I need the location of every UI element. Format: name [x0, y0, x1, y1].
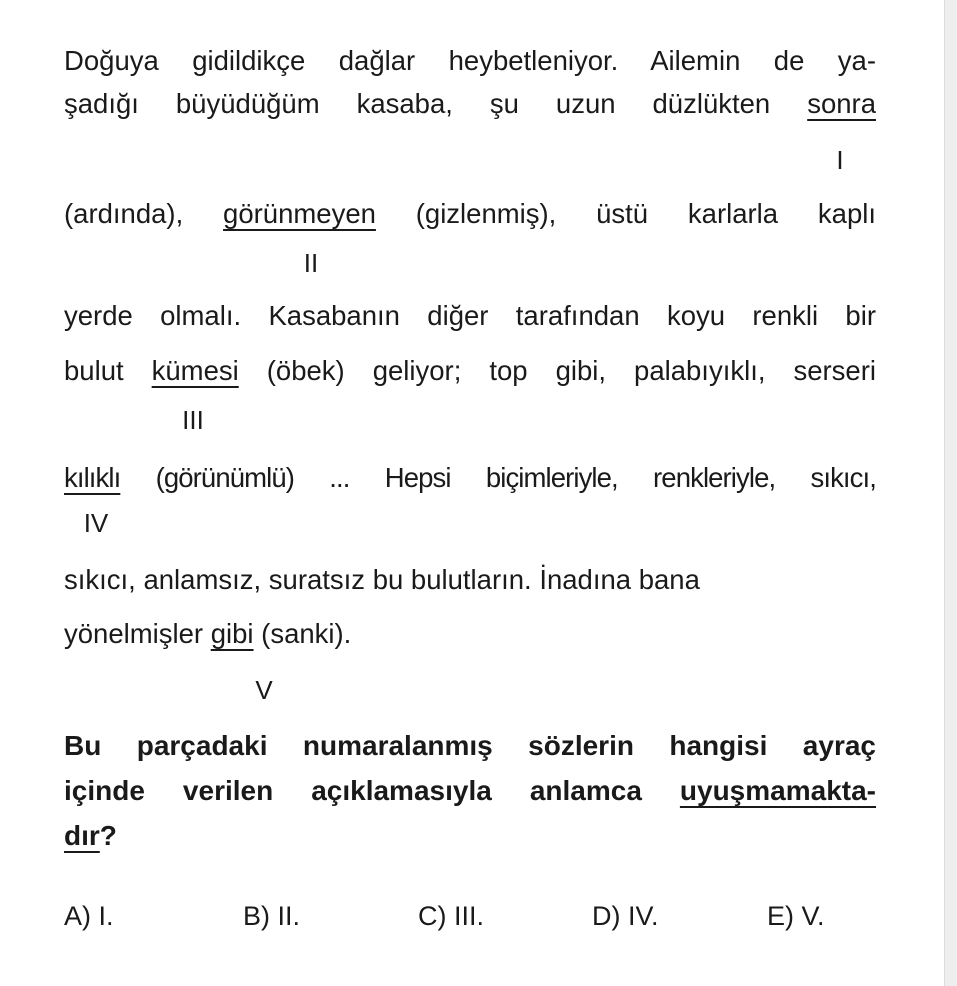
passage-line-3: [64, 198, 876, 230]
marker-1: I: [836, 145, 844, 175]
passage-line-6: [64, 462, 876, 494]
question-line-3: [64, 820, 876, 852]
option-b[interactable]: B) II.: [243, 901, 301, 931]
underlined-word-2: görünmeyen: [223, 198, 376, 229]
question-underlined-word: uyuşmamakta-: [679, 775, 876, 806]
passage-line-3-rest: (gizlenmiş), üstü karlarla kaplı: [375, 198, 876, 229]
passage-line-2: [64, 88, 876, 120]
option-d[interactable]: D) IV.: [592, 901, 659, 931]
marker-3: III: [182, 405, 204, 435]
underlined-word-4: kılıklı: [64, 462, 121, 493]
passage-line-5-rest: (öbek) geliyor; top gibi, palabıyıklı, serseri: [238, 355, 876, 386]
question-line-1: Bu parçadaki numaralanmış sözlerin hangisi ayraç: [64, 730, 876, 761]
passage-line-6-rest: (görünümlü) ... Hepsi biçimleriyle, renkleriyle, sıkıcı,: [120, 462, 876, 493]
marker-5: V: [255, 675, 273, 705]
passage-line-1: Doğuya gidildikçe dağlar heybetleniyor. Ailemin de ya-: [64, 45, 876, 76]
passage-line-8-text: yönelmişler: [64, 618, 211, 649]
passage-line-5-text: bulut: [64, 355, 152, 386]
passage-line-5: [64, 355, 876, 387]
option-c[interactable]: C) III.: [418, 901, 484, 931]
page-edge: [944, 0, 957, 986]
option-e[interactable]: E) V.: [767, 901, 825, 931]
underlined-word-5: gibi: [210, 618, 254, 649]
passage-line-8-rest: (sanki).: [253, 618, 352, 649]
question-line-2-text: içinde verilen açıklamasıyla anlamca: [64, 775, 680, 806]
question-line-2: [64, 775, 876, 807]
passage-line-3-text: (ardında),: [64, 198, 224, 229]
underlined-word-1: sonra: [807, 88, 876, 119]
passage-line-2-text: şadığı büyüdüğüm kasaba, şu uzun düzlükten: [64, 88, 808, 119]
passage-line-8: [64, 618, 876, 650]
question-underlined-end: dır: [64, 820, 100, 851]
marker-4: IV: [83, 508, 109, 538]
underlined-word-3: kümesi: [151, 355, 239, 386]
passage-line-4: yerde olmalı. Kasabanın diğer tarafından koyu renkli bir: [64, 300, 876, 331]
marker-2: II: [303, 248, 319, 278]
passage-line-7: sıkıcı, anlamsız, suratsız bu bulutların. İnadına bana: [64, 564, 700, 595]
question-mark: ?: [99, 820, 117, 851]
option-a[interactable]: A) I.: [64, 901, 114, 931]
